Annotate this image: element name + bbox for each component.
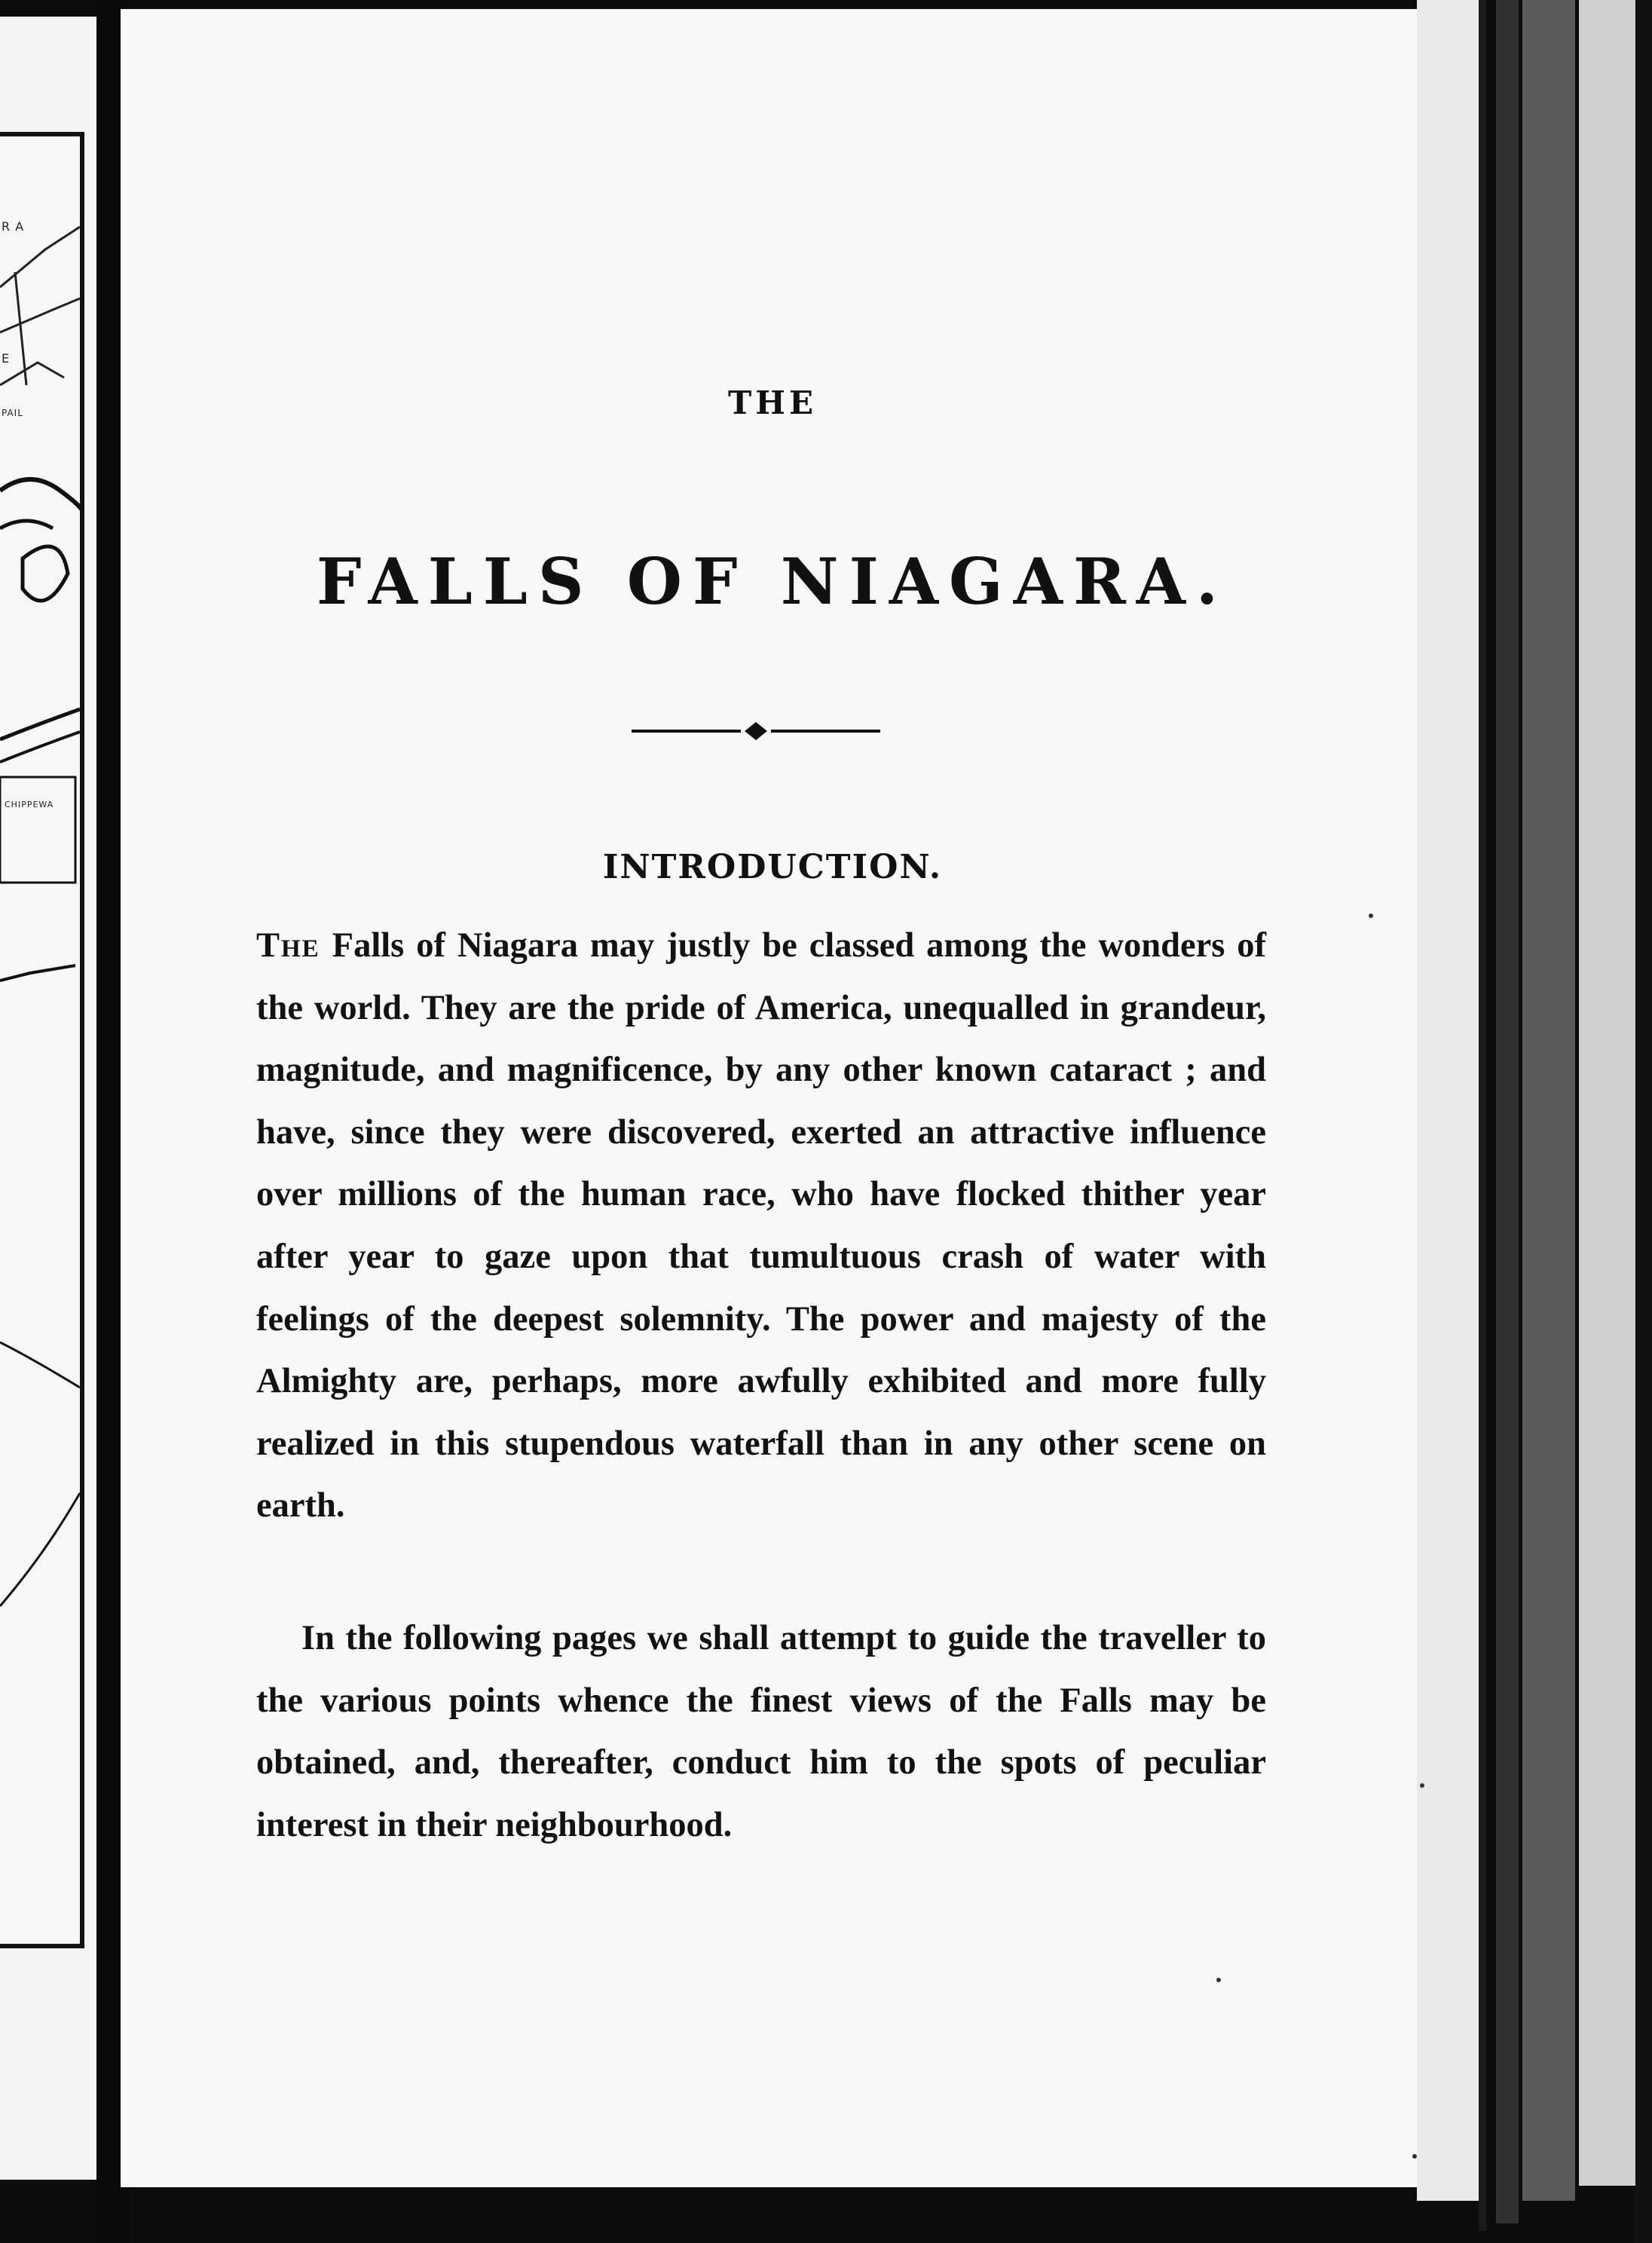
- scan-speck: [1216, 1978, 1221, 1982]
- page-fore-edge: [1417, 0, 1485, 2201]
- map-label: R A: [2, 219, 25, 234]
- body-paragraph: [256, 915, 1266, 1538]
- map-label: CHIPPEWA: [5, 800, 54, 809]
- section-heading: INTRODUCTION.: [602, 848, 943, 886]
- book-edge: [1579, 0, 1635, 2186]
- body-paragraph: In the following pages we shall attempt to guide the traveller to the various points whence the finest views of the Falls may be obtained, and, thereafter, conduct him to the spots of peculiar interest in their neighbourhood.: [256, 1619, 1266, 1844]
- book-edge: [1496, 0, 1519, 2223]
- paragraph-lead-word: The: [256, 926, 320, 965]
- scan-speck: [1412, 2154, 1417, 2159]
- map-label: E: [2, 351, 11, 366]
- book-edge: [1522, 0, 1575, 2201]
- scan-speck: [1369, 913, 1373, 918]
- map-label: PAIL: [2, 408, 23, 418]
- running-head: THE: [728, 384, 817, 421]
- book-edge: [1635, 0, 1652, 2243]
- map-fragment: [0, 132, 84, 1948]
- diamond-rule-ornament: [632, 716, 880, 746]
- scan-speck: [1420, 1783, 1424, 1788]
- book-edge: [1479, 0, 1486, 2231]
- page-title: FALLS OF NIAGARA.: [316, 544, 1229, 619]
- paragraph-text: Falls of Niagara may justly be classed among the wonders of the world. They are the pride of America, unequalled in grandeur, magnitude, and magnificence, by any other known cataract ; and have, since they were discovered, exerted an attractive influence over millions of the human race, who have flocked thither year after year to gaze upon that tumultuous crash of water with feelings of the deepest solemnity. The power and majesty of the Almighty are, perhaps, more awfully exhibited and more fully realized in this stupendous waterfall than in any other scene on earth.: [256, 926, 1267, 1525]
